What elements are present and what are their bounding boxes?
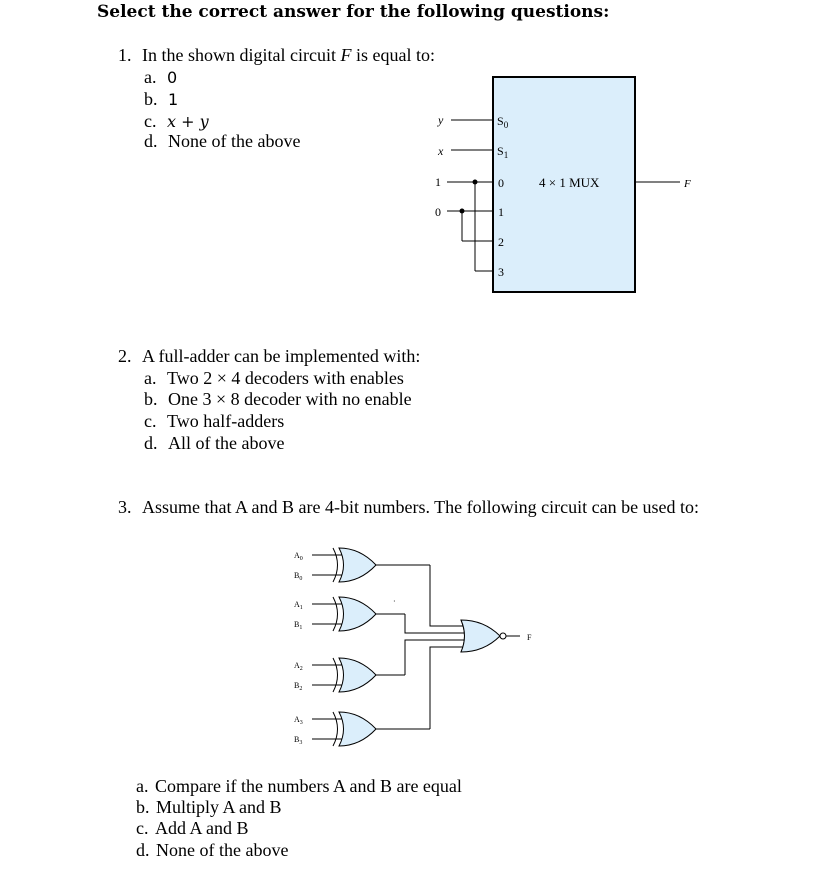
input-label-a1: $A_1$ — [294, 600, 303, 611]
q2-option-a-text: Two 2 × 4 decoders with enables — [167, 368, 404, 388]
q3-option-b-letter: b. — [136, 797, 150, 817]
page-title: Select the correct answer for the following questions: — [97, 2, 610, 22]
q1-option-c-letter: c. — [144, 111, 157, 131]
q3-option-a-letter: a. — [136, 776, 149, 796]
q3-option-c-letter: c. — [136, 818, 149, 838]
mux-select-s0: $S_0$ — [497, 114, 509, 130]
q3-option-d-letter: d. — [136, 840, 150, 860]
routing-wires — [405, 565, 465, 729]
xnor-gate-3 — [312, 712, 430, 746]
q3-option-d-text: None of the above — [156, 840, 289, 860]
question-3-text: Assume that A and B are 4-bit numbers. The following circuit can be used to: — [142, 497, 700, 517]
question-2-text: A full-adder can be implemented with: — [142, 346, 421, 366]
xnor-gate-2 — [312, 658, 405, 692]
q1-option-a-text: 0 — [167, 68, 178, 87]
input-label-b2: $B_2$ — [294, 681, 303, 692]
xnor-gate-1 — [312, 597, 405, 631]
q3-option-b[interactable] — [136, 797, 282, 818]
question-1-suffix: is equal to: — [355, 45, 435, 65]
q2-option-b-text: One 3 × 8 decoder with no enable — [168, 389, 412, 409]
q2-option-c-text: Two half-adders — [167, 411, 285, 431]
question-3-number: 3. — [118, 497, 132, 517]
q1-option-b-text: 1 — [168, 90, 179, 109]
q1-option-d-letter: d. — [144, 131, 158, 151]
mux-data-3: 3 — [498, 265, 504, 279]
input-label-a0: $A_0$ — [294, 551, 303, 562]
q3-option-a[interactable] — [136, 776, 462, 797]
stray-dot: · — [393, 597, 396, 606]
q3-option-b-text: Multiply A and B — [156, 797, 282, 817]
input-label-b0: $B_0$ — [294, 571, 303, 582]
mux-select-s1: $S_1$ — [497, 144, 509, 160]
mux-data-2: 2 — [498, 235, 504, 249]
q3-option-d[interactable] — [136, 840, 288, 861]
question-2-number: 2. — [118, 346, 132, 366]
q1-option-b-letter: b. — [144, 89, 158, 109]
q1-option-c-text: x + y — [167, 112, 209, 131]
q1-option-d-text: None of the above — [168, 131, 301, 151]
mux-data-1: 1 — [498, 205, 504, 219]
q2-option-d-letter: d. — [144, 433, 158, 453]
mux-label: 4 × 1 MUX — [539, 175, 600, 190]
input-label-a3: $A_3$ — [294, 715, 303, 726]
q3-option-c[interactable] — [136, 818, 249, 839]
input-label-b1: $B_1$ — [294, 620, 303, 631]
q1-option-a-letter: a. — [144, 67, 157, 87]
q2-option-b-letter: b. — [144, 389, 158, 409]
comparator-output-label: F — [527, 633, 532, 642]
mux-input-1-label: 1 — [435, 175, 441, 189]
mux-input-y-label: y — [438, 113, 444, 127]
input-label-a2: $A_2$ — [294, 661, 303, 672]
nor-gate — [461, 620, 520, 652]
mux-input-x-label: x — [438, 144, 444, 158]
q2-option-a-letter: a. — [144, 368, 157, 388]
question-1-var: F — [340, 45, 352, 65]
q3-option-a-text: Compare if the numbers A and B are equal — [155, 776, 462, 796]
q2-option-d-text: All of the above — [168, 433, 285, 453]
xnor-gate-0 — [312, 548, 430, 582]
mux-input-0-label: 0 — [435, 205, 441, 219]
mux-data-0: 0 — [498, 176, 504, 190]
question-1-prefix: In the shown digital circuit — [142, 45, 336, 65]
mux-output-label: F — [684, 178, 691, 190]
q3-option-c-text: Add A and B — [155, 818, 249, 838]
input-label-b3: $B_3$ — [294, 735, 303, 746]
question-1-number: 1. — [118, 45, 132, 65]
nor-bubble — [500, 633, 506, 639]
q2-option-c-letter: c. — [144, 411, 157, 431]
